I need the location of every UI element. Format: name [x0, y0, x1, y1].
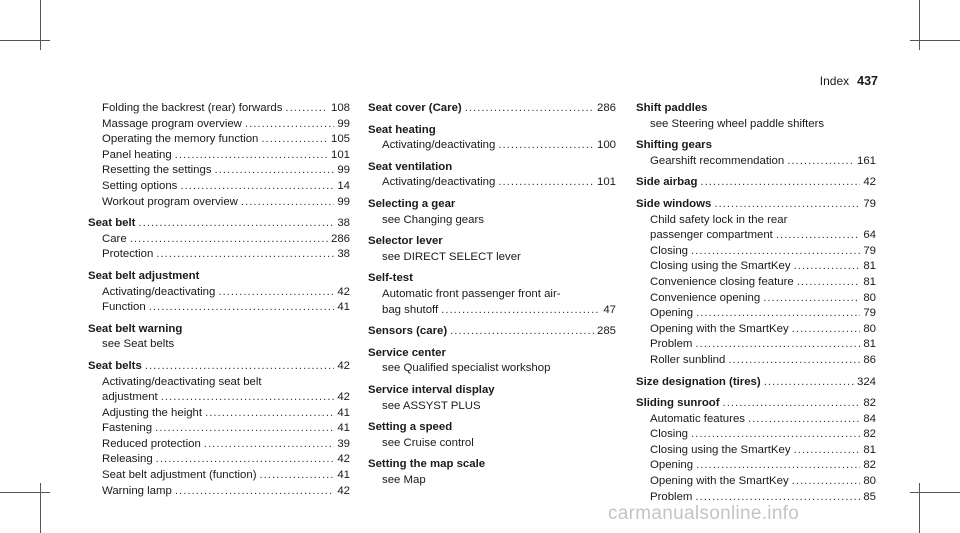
entry-label: Opening with the SmartKey	[650, 322, 789, 335]
index-subentry	[88, 148, 350, 164]
entry-label: Adjusting the height	[102, 406, 203, 419]
leader-dots	[691, 427, 860, 443]
index-subentry	[88, 132, 350, 148]
entry-label: Shifting gears	[636, 139, 712, 152]
entry-page-number: 79	[863, 197, 876, 210]
leader-dots	[156, 452, 335, 468]
index-subentry	[368, 436, 616, 452]
index-subentry	[368, 399, 616, 415]
index-subentry	[88, 421, 350, 437]
index-subentry	[368, 138, 616, 154]
entry-page-number: 14	[337, 179, 350, 192]
entry-label: Seat cover (Care)	[368, 102, 462, 114]
index-subentry	[88, 437, 350, 453]
entry-label: Care	[102, 232, 127, 245]
index-heading	[636, 175, 876, 191]
leader-dots	[450, 324, 594, 340]
index-subentry	[636, 443, 876, 459]
entry-label: Panel heating	[102, 148, 172, 161]
leader-dots	[241, 195, 334, 211]
entry-page-number: 80	[863, 322, 876, 335]
entry-page-number: 82	[863, 397, 876, 410]
entry-page-number: 42	[337, 391, 350, 404]
entry-page-number: 324	[856, 375, 876, 388]
entry-page-number: 79	[863, 307, 876, 320]
index-subentry	[636, 337, 876, 353]
index-heading	[368, 383, 616, 399]
entry-label: see Qualified specialist workshop	[382, 362, 551, 375]
crop-mark	[919, 483, 920, 533]
index-subentry	[636, 154, 876, 170]
entry-page-number: 47	[603, 303, 616, 316]
entry-label: Opening with the SmartKey	[650, 475, 789, 488]
index-subentry	[368, 175, 616, 191]
entry-label: Closing using the SmartKey	[650, 260, 791, 273]
entry-label: passenger compartment	[650, 229, 773, 242]
entry-label: see Steering wheel paddle shifters	[650, 117, 825, 130]
leader-dots	[714, 197, 860, 213]
crop-mark	[0, 492, 50, 493]
index-subentry	[88, 285, 350, 301]
entry-label: Selecting a gear	[368, 197, 456, 210]
entry-page-number: 84	[863, 412, 876, 425]
entry-label: Reduced protection	[102, 437, 201, 450]
leader-dots	[787, 154, 854, 170]
entry-page-number: 101	[596, 176, 616, 189]
entry-label: Seat belt adjustment (function)	[102, 469, 257, 482]
entry-label: Fastening	[102, 422, 153, 435]
index-subentry	[88, 406, 350, 422]
entry-label: see Seat belts	[102, 338, 175, 351]
entry-page-number: 42	[863, 176, 876, 189]
index-heading	[636, 396, 876, 412]
entry-page-number: 99	[337, 117, 350, 130]
index-heading	[368, 346, 616, 362]
entry-page-number: 286	[330, 232, 350, 245]
index-column-2	[368, 101, 616, 488]
index-subentry	[88, 232, 350, 248]
entry-label: Automatic front passenger front air-	[382, 287, 561, 300]
leader-dots	[792, 322, 861, 338]
leader-dots	[155, 421, 334, 437]
entry-page-number: 39	[337, 437, 350, 450]
entry-label: Workout program overview	[102, 195, 238, 208]
watermark: carmanualsonline.info	[608, 503, 800, 524]
index-column-3	[636, 101, 876, 505]
crop-mark	[40, 483, 41, 533]
entry-label: Selector lever	[368, 235, 443, 248]
index-subentry	[636, 244, 876, 260]
entry-page-number: 99	[337, 195, 350, 208]
entry-label: Activating/deactivating	[102, 285, 216, 298]
index-heading	[368, 123, 616, 139]
leader-dots	[204, 437, 335, 453]
leader-dots	[175, 484, 334, 500]
index-heading	[88, 216, 350, 232]
index-subentry	[88, 247, 350, 263]
leader-dots	[205, 406, 334, 422]
leader-dots	[441, 303, 600, 319]
entry-page-number: 41	[337, 406, 350, 419]
index-subentry	[368, 213, 616, 229]
entry-label: Seat belt adjustment	[88, 269, 200, 282]
index-subentry	[636, 275, 876, 291]
leader-dots	[723, 396, 861, 412]
index-subentry	[88, 375, 350, 391]
crop-mark	[0, 40, 50, 41]
entry-page-number: 101	[330, 148, 350, 161]
entry-label: Function	[102, 301, 146, 314]
entry-page-number: 81	[863, 338, 876, 351]
entry-page-number: 42	[337, 484, 350, 497]
entry-page-number: 42	[337, 453, 350, 466]
entry-label: Seat belt	[88, 217, 136, 230]
index-heading	[636, 197, 876, 213]
entry-label: Opening	[650, 459, 694, 472]
leader-dots	[145, 359, 335, 375]
index-heading	[636, 101, 876, 117]
index-subentry	[368, 250, 616, 266]
index-subentry	[88, 101, 350, 117]
index-heading	[368, 271, 616, 287]
index-subentry	[88, 390, 350, 406]
entry-label: Child safety lock in the rear	[650, 213, 788, 226]
entry-label: see Changing gears	[382, 213, 484, 226]
entry-label: Activating/deactivating	[382, 139, 496, 152]
index-heading	[88, 359, 350, 375]
entry-label: see DIRECT SELECT lever	[382, 250, 521, 263]
index-subentry	[88, 468, 350, 484]
entry-page-number: 86	[863, 353, 876, 366]
entry-label: Sliding sunroof	[636, 397, 720, 410]
index-subentry	[368, 473, 616, 489]
index-subentry	[636, 474, 876, 490]
index-subentry	[88, 179, 350, 195]
index-subentry	[636, 412, 876, 428]
entry-label: Convenience opening	[650, 291, 761, 304]
entry-page-number: 64	[863, 229, 876, 242]
entry-label: Sensors (care)	[368, 325, 448, 338]
leader-dots	[794, 443, 861, 459]
leader-dots	[285, 101, 328, 117]
entry-page-number: 81	[863, 275, 876, 288]
leader-dots	[161, 390, 335, 406]
entry-label: Gearshift recommendation	[650, 154, 785, 167]
entry-label: Seat ventilation	[368, 160, 453, 173]
section-title: Index	[819, 74, 850, 88]
index-heading	[636, 375, 876, 391]
index-subentry	[88, 452, 350, 468]
index-subentry	[368, 303, 616, 319]
entry-label: Setting options	[102, 179, 178, 192]
leader-dots	[215, 163, 335, 179]
entry-label: Activating/deactivating seat belt	[102, 375, 262, 388]
entry-page-number: 161	[856, 154, 876, 167]
entry-label: Self-test	[368, 272, 413, 285]
leader-dots	[156, 247, 334, 263]
entry-page-number: 42	[337, 359, 350, 372]
leader-dots	[498, 175, 594, 191]
leader-dots	[696, 458, 860, 474]
index-subentry	[636, 306, 876, 322]
entry-label: Warning lamp	[102, 484, 172, 497]
index-subentry	[636, 322, 876, 338]
index-subentry	[88, 163, 350, 179]
leader-dots	[130, 232, 328, 248]
index-subentry	[88, 195, 350, 211]
entry-page-number: 100	[596, 139, 616, 152]
entry-page-number: 105	[330, 133, 350, 146]
index-heading	[368, 160, 616, 176]
entry-page-number: 80	[863, 291, 876, 304]
entry-label: Side windows	[636, 197, 712, 210]
crop-mark	[40, 0, 41, 50]
index-subentry	[88, 300, 350, 316]
leader-dots	[763, 291, 860, 307]
entry-label: Closing	[650, 428, 688, 441]
entry-label: Seat heating	[368, 123, 436, 136]
index-heading	[368, 324, 616, 340]
leader-dots	[260, 468, 335, 484]
entry-label: Activating/deactivating	[382, 176, 496, 189]
entry-label: Setting a speed	[368, 421, 453, 434]
index-heading	[368, 197, 616, 213]
entry-label: Closing	[650, 244, 688, 257]
entry-label: Convenience closing feature	[650, 275, 794, 288]
entry-page-number: 85	[863, 490, 876, 503]
entry-label: Opening	[650, 307, 694, 320]
leader-dots	[797, 275, 861, 291]
index-heading	[368, 457, 616, 473]
leader-dots	[175, 148, 328, 164]
entry-label: Automatic features	[650, 412, 745, 425]
entry-label: bag shutoff	[382, 303, 439, 316]
entry-page-number: 38	[337, 217, 350, 230]
entry-page-number: 79	[863, 244, 876, 257]
entry-label: Side airbag	[636, 176, 698, 189]
entry-page-number: 41	[337, 422, 350, 435]
entry-label: Seat belts	[88, 359, 142, 372]
index-heading	[636, 138, 876, 154]
leader-dots	[748, 412, 860, 428]
entry-page-number: 82	[863, 428, 876, 441]
index-heading	[368, 420, 616, 436]
leader-dots	[696, 306, 860, 322]
entry-label: Roller sunblind	[650, 353, 726, 366]
leader-dots	[149, 300, 335, 316]
entry-label: Releasing	[102, 453, 153, 466]
index-subentry	[636, 458, 876, 474]
entry-label: Folding the backrest (rear) forwards	[102, 102, 283, 114]
index-subentry	[636, 291, 876, 307]
entry-page-number: 80	[863, 475, 876, 488]
page-number: 437	[857, 74, 878, 88]
entry-page-number: 286	[596, 102, 616, 114]
entry-page-number: 285	[596, 325, 616, 338]
leader-dots	[498, 138, 594, 154]
leader-dots	[691, 244, 860, 260]
index-subentry	[636, 117, 876, 133]
leader-dots	[794, 259, 861, 275]
entry-page-number: 38	[337, 248, 350, 261]
entry-label: see Cruise control	[382, 436, 474, 449]
leader-dots	[695, 337, 860, 353]
entry-page-number: 99	[337, 164, 350, 177]
index-subentry	[636, 213, 876, 229]
index-subentry	[636, 228, 876, 244]
entry-label: Service center	[368, 346, 446, 359]
index-subentry	[636, 259, 876, 275]
crop-mark	[919, 0, 920, 50]
entry-page-number: 41	[337, 301, 350, 314]
entry-label: Closing using the SmartKey	[650, 443, 791, 456]
entry-label: Problem	[650, 490, 693, 503]
leader-dots	[465, 101, 594, 117]
leader-dots	[245, 117, 334, 133]
leader-dots	[218, 285, 334, 301]
leader-dots	[138, 216, 334, 232]
entry-label: Resetting the settings	[102, 164, 212, 177]
entry-page-number: 81	[863, 443, 876, 456]
leader-dots	[776, 228, 861, 244]
entry-label: adjustment	[102, 391, 158, 404]
leader-dots	[764, 375, 854, 391]
entry-label: Massage program overview	[102, 117, 242, 130]
entry-label: see ASSYST PLUS	[382, 399, 481, 412]
index-subentry	[368, 287, 616, 303]
leader-dots	[700, 175, 860, 191]
leader-dots	[728, 353, 860, 369]
entry-label: Shift paddles	[636, 102, 708, 114]
entry-label: Operating the memory function	[102, 133, 259, 146]
entry-page-number: 81	[863, 260, 876, 273]
index-column-1	[88, 101, 350, 499]
leader-dots	[261, 132, 328, 148]
index-subentry	[88, 117, 350, 133]
entry-page-number: 41	[337, 469, 350, 482]
entry-page-number: 82	[863, 459, 876, 472]
entry-label: Seat belt warning	[88, 322, 183, 335]
crop-mark	[910, 492, 960, 493]
entry-label: Protection	[102, 248, 154, 261]
entry-label: Size designation (tires)	[636, 375, 761, 388]
entry-label: Setting the map scale	[368, 458, 486, 471]
entry-label: see Map	[382, 473, 426, 486]
index-heading	[88, 322, 350, 338]
index-subentry	[88, 337, 350, 353]
index-heading	[368, 234, 616, 250]
entry-label: Problem	[650, 338, 693, 351]
index-subentry	[636, 353, 876, 369]
index-heading	[368, 101, 616, 117]
leader-dots	[180, 179, 334, 195]
index-subentry	[368, 361, 616, 377]
crop-mark	[910, 40, 960, 41]
entry-label: Service interval display	[368, 383, 495, 396]
entry-page-number: 42	[337, 285, 350, 298]
page-header	[820, 74, 878, 88]
index-heading	[88, 269, 350, 285]
index-subentry	[88, 484, 350, 500]
entry-page-number: 108	[330, 102, 350, 114]
index-subentry	[636, 427, 876, 443]
leader-dots	[792, 474, 861, 490]
